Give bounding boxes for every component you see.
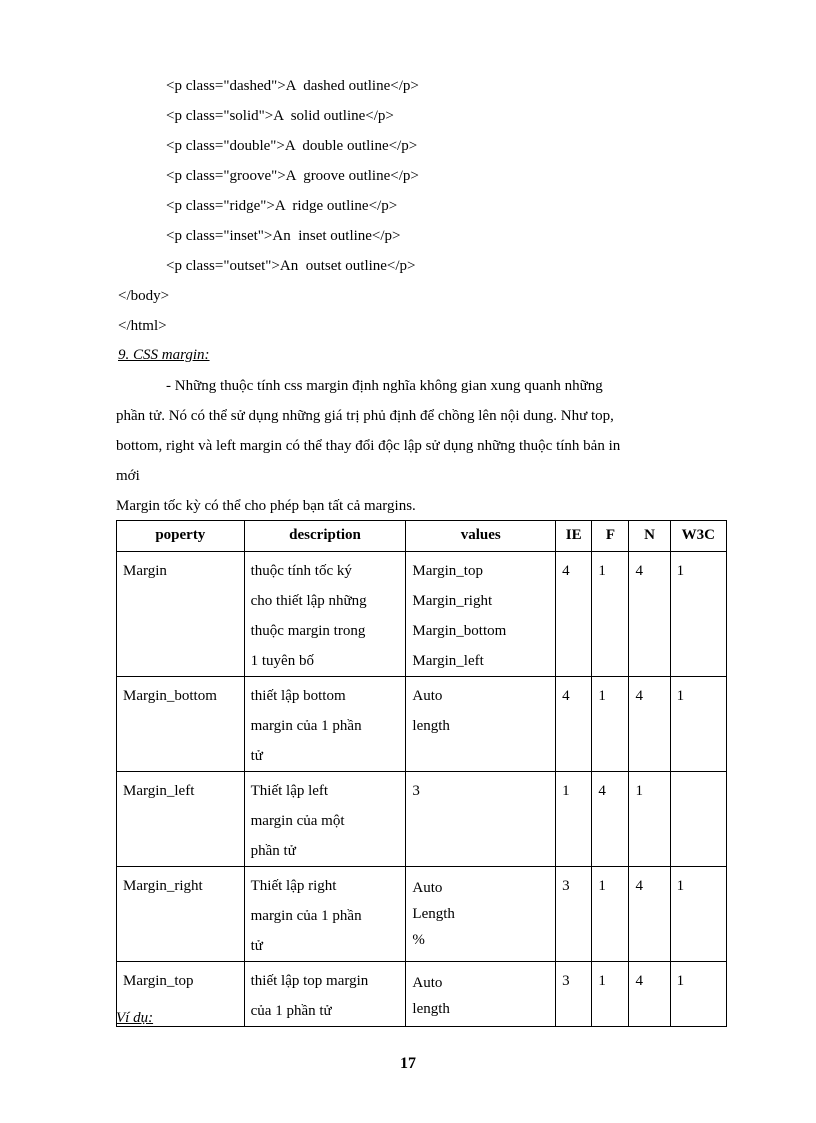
code-line: <p class="double">A double outline</p> <box>166 138 418 154</box>
table-header-row <box>117 521 727 552</box>
cell-description: thiết lập bottom margin của 1 phần tử <box>244 677 406 772</box>
cell-description: thuộc tính tốc ký cho thiết lập những thuộc margin trong 1 tuyên bố <box>244 552 406 677</box>
code-line: <p class="outset">An outset outline</p> <box>166 258 416 274</box>
cell-w3c: 1 <box>670 867 726 962</box>
cell-values: 3 <box>406 772 556 867</box>
cell-values: Auto Length % <box>406 867 556 962</box>
table-row <box>117 677 727 772</box>
header-f: F <box>592 521 629 552</box>
code-line: <p class="groove">A groove outline</p> <box>166 168 419 184</box>
cell-property: Margin_top <box>117 962 245 1027</box>
header-description: description <box>244 521 406 552</box>
paragraph-line: phần tử. Nó có thể sử dụng những giá trị phủ định để chồng lên nội dung. Như top, <box>116 408 614 424</box>
cell-ie: 1 <box>556 772 592 867</box>
cell-property: Margin_right <box>117 867 245 962</box>
table-row <box>117 962 727 1027</box>
header-property: poperty <box>117 521 245 552</box>
code-line: <p class="dashed">A dashed outline</p> <box>166 78 419 94</box>
paragraph-line: mới <box>116 468 140 484</box>
paragraph-line: Margin tốc kỳ có thể cho phép bạn tất cả margins. <box>116 498 416 514</box>
cell-w3c: 1 <box>670 552 726 677</box>
cell-property: Margin_left <box>117 772 245 867</box>
cell-f: 1 <box>592 962 629 1027</box>
cell-ie: 4 <box>556 677 592 772</box>
header-ie: IE <box>556 521 592 552</box>
header-n: N <box>629 521 670 552</box>
code-line: <p class="solid">A solid outline</p> <box>166 108 394 124</box>
cell-f: 4 <box>592 772 629 867</box>
cell-ie: 3 <box>556 962 592 1027</box>
paragraph-line: bottom, right và left margin có thể thay đổi độc lập sử dụng những thuộc tính bản in <box>116 438 621 454</box>
table-row <box>117 552 727 677</box>
cell-f: 1 <box>592 867 629 962</box>
cell-f: 1 <box>592 552 629 677</box>
cell-n: 4 <box>629 552 670 677</box>
cell-values: Auto length <box>406 677 556 772</box>
cell-w3c <box>670 772 726 867</box>
section-heading: 9. CSS margin: <box>118 347 210 363</box>
cell-ie: 3 <box>556 867 592 962</box>
cell-property: Margin_bottom <box>117 677 245 772</box>
cell-n: 4 <box>629 962 670 1027</box>
header-w3c: W3C <box>670 521 726 552</box>
cell-ie: 4 <box>556 552 592 677</box>
cell-n: 4 <box>629 867 670 962</box>
cell-w3c: 1 <box>670 962 726 1027</box>
code-line: <p class="ridge">A ridge outline</p> <box>166 198 398 214</box>
closing-tag-html: </html> <box>118 318 167 334</box>
cell-description: Thiết lập left margin của một phần tử <box>244 772 406 867</box>
cell-f: 1 <box>592 677 629 772</box>
margin-properties-table <box>116 520 727 1027</box>
cell-values: Auto length <box>406 962 556 1027</box>
cell-description: Thiết lập right margin của 1 phần tử <box>244 867 406 962</box>
cell-property: Margin <box>117 552 245 677</box>
paragraph-line: - Những thuộc tính css margin định nghĩa không gian xung quanh những <box>166 378 603 394</box>
cell-description: thiết lập top margin của 1 phần tử <box>244 962 406 1027</box>
header-values: values <box>406 521 556 552</box>
page-number: 17 <box>400 1055 416 1072</box>
cell-n: 4 <box>629 677 670 772</box>
cell-values: Margin_top Margin_right Margin_bottom Margin_left <box>406 552 556 677</box>
example-label: Ví dụ: <box>116 1010 154 1026</box>
closing-tag-body: </body> <box>118 288 170 304</box>
table-row <box>117 867 727 962</box>
table-row <box>117 772 727 867</box>
code-line: <p class="inset">An inset outline</p> <box>166 228 401 244</box>
cell-n: 1 <box>629 772 670 867</box>
cell-w3c: 1 <box>670 677 726 772</box>
